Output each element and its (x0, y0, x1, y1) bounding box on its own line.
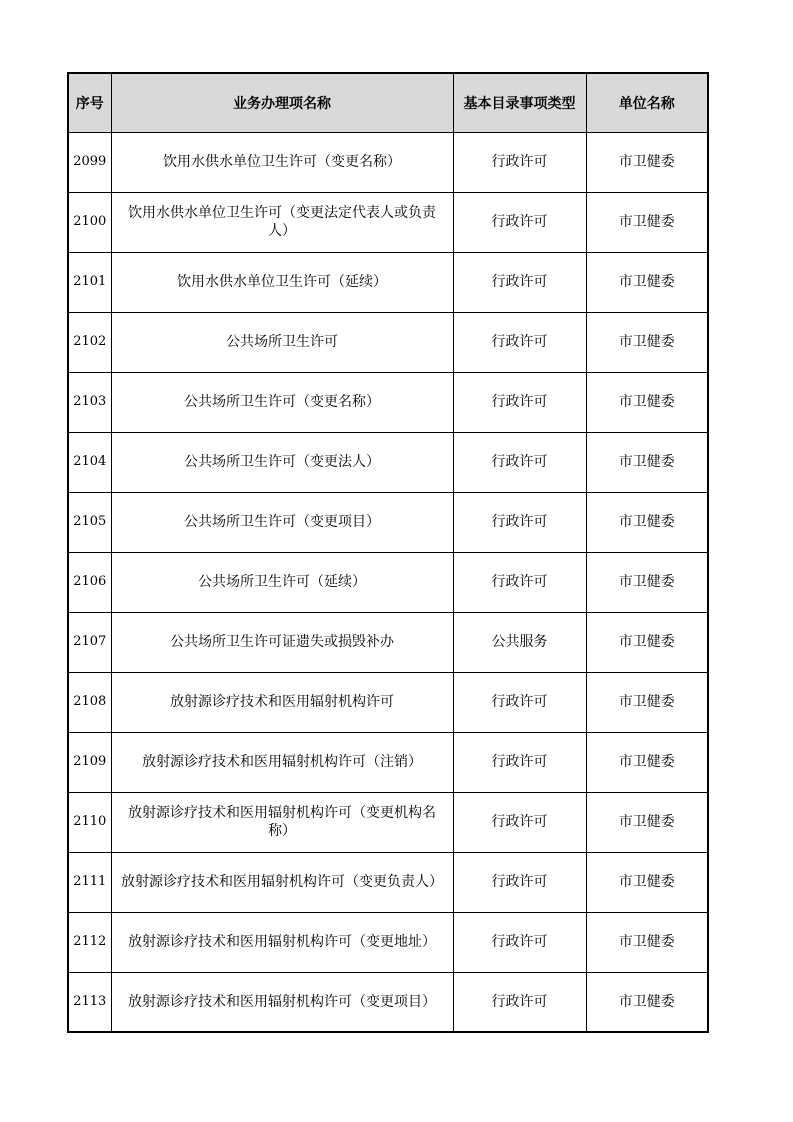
item-name: 公共场所卫生许可 (111, 312, 453, 372)
row-number: 2111 (68, 852, 111, 912)
table-row (68, 312, 708, 372)
item-name: 公共场所卫生许可（延续） (111, 552, 453, 612)
row-number: 2109 (68, 732, 111, 792)
row-number: 2108 (68, 672, 111, 732)
item-type: 行政许可 (453, 552, 586, 612)
table-row (68, 612, 708, 672)
row-number: 2107 (68, 612, 111, 672)
unit-name: 市卫健委 (586, 252, 708, 312)
unit-name: 市卫健委 (586, 732, 708, 792)
item-name: 饮用水供水单位卫生许可（变更法定代表人或负责人） (111, 192, 453, 252)
item-type: 行政许可 (453, 792, 586, 852)
item-name: 饮用水供水单位卫生许可（延续） (111, 252, 453, 312)
row-number: 2110 (68, 792, 111, 852)
table-row (68, 972, 708, 1032)
unit-name: 市卫健委 (586, 432, 708, 492)
item-name: 饮用水供水单位卫生许可（变更名称） (111, 132, 453, 192)
item-type: 行政许可 (453, 312, 586, 372)
row-number: 2105 (68, 492, 111, 552)
table-row (68, 912, 708, 972)
row-number: 2106 (68, 552, 111, 612)
table-header (68, 73, 708, 132)
item-type: 行政许可 (453, 492, 586, 552)
table-row (68, 252, 708, 312)
table-row (68, 492, 708, 552)
unit-name: 市卫健委 (586, 612, 708, 672)
row-number: 2102 (68, 312, 111, 372)
row-number: 2112 (68, 912, 111, 972)
table-row (68, 432, 708, 492)
item-name: 公共场所卫生许可（变更法人） (111, 432, 453, 492)
table-row (68, 132, 708, 192)
row-number: 2113 (68, 972, 111, 1032)
unit-name: 市卫健委 (586, 312, 708, 372)
item-type: 行政许可 (453, 252, 586, 312)
item-name: 放射源诊疗技术和医用辐射机构许可 (111, 672, 453, 732)
item-name: 放射源诊疗技术和医用辐射机构许可（变更地址） (111, 912, 453, 972)
table-row (68, 732, 708, 792)
item-name: 公共场所卫生许可（变更项目） (111, 492, 453, 552)
header-type: 基本目录事项类型 (453, 73, 586, 132)
header-unit: 单位名称 (586, 73, 708, 132)
item-name: 公共场所卫生许可证遗失或损毁补办 (111, 612, 453, 672)
unit-name: 市卫健委 (586, 852, 708, 912)
table-row (68, 552, 708, 612)
header-row (68, 73, 708, 132)
table-row (68, 672, 708, 732)
unit-name: 市卫健委 (586, 672, 708, 732)
row-number: 2099 (68, 132, 111, 192)
unit-name: 市卫健委 (586, 192, 708, 252)
item-type: 行政许可 (453, 912, 586, 972)
row-number: 2100 (68, 192, 111, 252)
item-name: 放射源诊疗技术和医用辐射机构许可（变更负责人） (111, 852, 453, 912)
row-number: 2103 (68, 372, 111, 432)
unit-name: 市卫健委 (586, 912, 708, 972)
table-row (68, 852, 708, 912)
item-type: 行政许可 (453, 432, 586, 492)
table-row (68, 372, 708, 432)
item-name: 放射源诊疗技术和医用辐射机构许可（注销） (111, 732, 453, 792)
header-no: 序号 (68, 73, 111, 132)
item-type: 行政许可 (453, 732, 586, 792)
row-number: 2104 (68, 432, 111, 492)
header-name: 业务办理项名称 (111, 73, 453, 132)
item-type: 行政许可 (453, 192, 586, 252)
row-number: 2101 (68, 252, 111, 312)
unit-name: 市卫健委 (586, 792, 708, 852)
item-type: 行政许可 (453, 852, 586, 912)
unit-name: 市卫健委 (586, 372, 708, 432)
service-items-table (67, 72, 709, 1033)
item-type: 公共服务 (453, 612, 586, 672)
unit-name: 市卫健委 (586, 552, 708, 612)
item-type: 行政许可 (453, 372, 586, 432)
item-type: 行政许可 (453, 132, 586, 192)
item-name: 放射源诊疗技术和医用辐射机构许可（变更机构名称） (111, 792, 453, 852)
table-row (68, 792, 708, 852)
unit-name: 市卫健委 (586, 132, 708, 192)
item-type: 行政许可 (453, 672, 586, 732)
unit-name: 市卫健委 (586, 972, 708, 1032)
table-body (68, 132, 708, 1032)
unit-name: 市卫健委 (586, 492, 708, 552)
item-type: 行政许可 (453, 972, 586, 1032)
item-name: 公共场所卫生许可（变更名称） (111, 372, 453, 432)
item-name: 放射源诊疗技术和医用辐射机构许可（变更项目） (111, 972, 453, 1032)
table-row (68, 192, 708, 252)
